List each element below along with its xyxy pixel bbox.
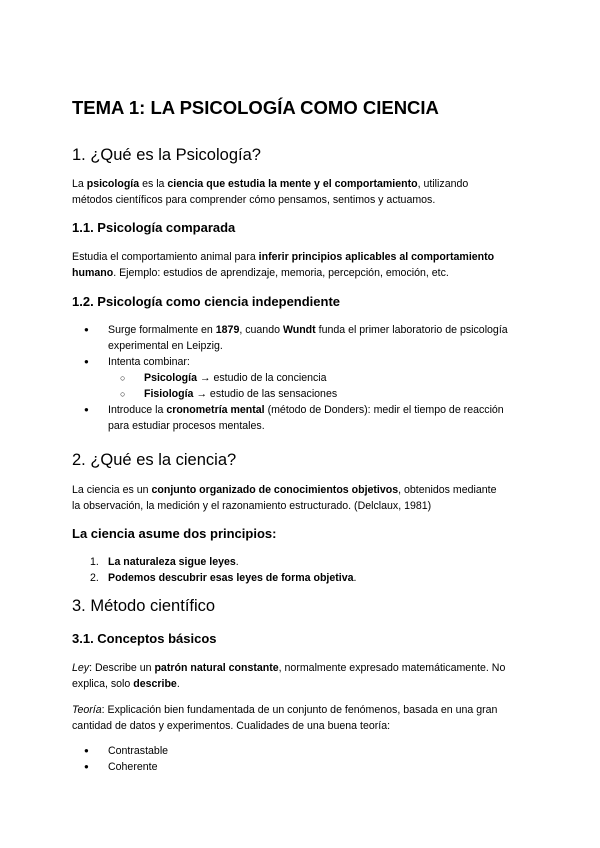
qualities-list: [72, 743, 540, 775]
section-1-heading: 1. ¿Qué es la Psicología?: [72, 146, 261, 164]
teoria-paragraph: Teoría: Explicación bien fundamentada de un conjunto de fenómenos, basada en una gran cantidad de datos y experimentos. Cualidades de una buena teoría:: [72, 704, 498, 732]
list-item: 2. Podemos descubrir esas leyes de forma objetiva.: [90, 572, 357, 584]
list-item: ● Surge formalmente en 1879, cuando Wundt funda el primer laboratorio de psicología experimental en Leipzig.: [72, 322, 540, 354]
principles-list: [72, 554, 540, 586]
sub-list-item: ○ Psicología → estudio de la conciencia: [72, 370, 540, 386]
section-3-heading: 3. Método científico: [72, 597, 216, 615]
section-1-2-heading: 1.2. Psicología como ciencia independiente: [72, 294, 341, 309]
section-3-1-heading: 3.1. Conceptos básicos: [72, 631, 217, 646]
list-item: ● Introduce la cronometría mental (método de Donders): medir el tiempo de reacción para estudiar procesos mentales.: [72, 402, 540, 434]
sub-list: [72, 370, 540, 402]
document-title: TEMA 1: LA PSICOLOGÍA COMO CIENCIA: [72, 97, 439, 118]
ley-paragraph: Ley: Describe un patrón natural constante, normalmente expresado matemáticamente. No explica, solo describe.: [72, 662, 506, 690]
section-2-subheading: La ciencia asume dos principios:: [72, 526, 277, 541]
section-2-heading: 2. ¿Qué es la ciencia?: [72, 451, 237, 469]
list-item: ● Coherente: [72, 759, 540, 775]
section-1-paragraph: La psicología es la ciencia que estudia la mente y el comportamiento, utilizando métodos científicos para comprender cómo pensamos, sentimos y actuamos.: [72, 178, 469, 206]
section-1-1-paragraph: Estudia el comportamiento animal para inferir principios aplicables al comportamiento humano. Ejemplo: estudios de aprendizaje, memoria, percepción, emoción, etc.: [72, 251, 495, 279]
sub-list-item: ○ Fisiología → estudio de las sensaciones: [72, 386, 540, 402]
section-2-paragraph: La ciencia es un conjunto organizado de conocimientos objetivos, obtenidos mediante la observación, la medición y el razonamiento estructurado. (Delclaux, 1981): [72, 484, 497, 512]
list-item: ● Intenta combinar: ○ Psicología → estudio de la conciencia ○ Fisiología → estudio de las sensaciones: [72, 354, 540, 402]
list-item: 1. La naturaleza sigue leyes.: [90, 556, 239, 568]
list-item: ● Contrastable: [72, 743, 540, 759]
section-1-1-heading: 1.1. Psicología comparada: [72, 220, 236, 235]
section-1-2-list: [72, 322, 540, 434]
